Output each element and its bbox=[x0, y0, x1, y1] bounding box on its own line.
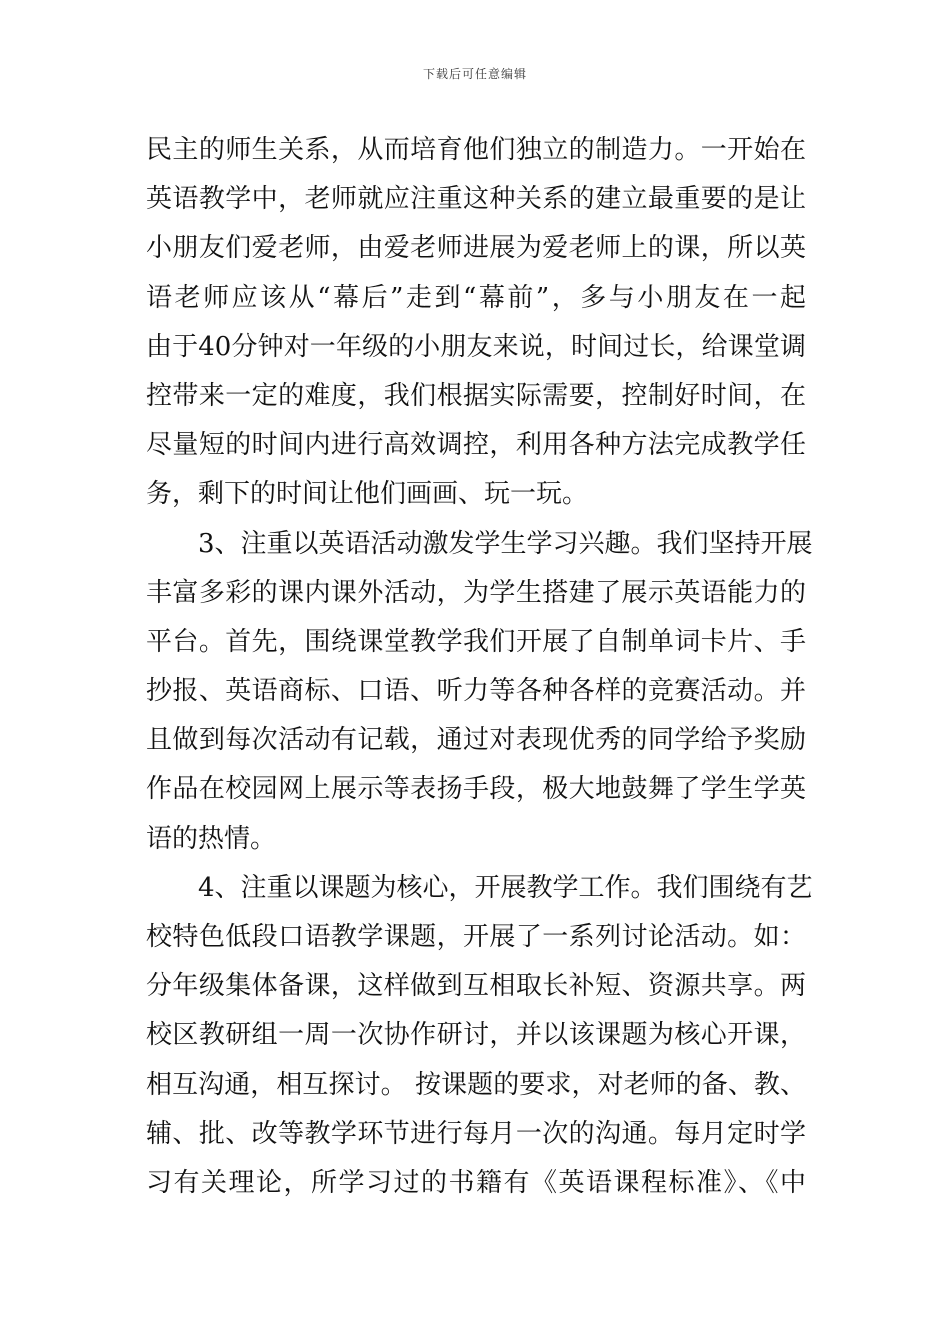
text-line: 由于40分钟对一年级的小朋友来说，时间过长，给课堂调 bbox=[146, 331, 806, 362]
text-line: 平台。首先，围绕课堂教学我们开展了自制单词卡片、手 bbox=[146, 626, 806, 657]
text-line: 小朋友们爱老师，由爱老师进展为爱老师上的课，所以英 bbox=[146, 233, 806, 264]
text-line: 辅、批、改等教学环节进行每月一次的沟通。每月定时学 bbox=[146, 1118, 806, 1149]
text-line: 语的热情。 bbox=[146, 823, 277, 854]
text-line: 校区教研组一周一次协作研讨，并以该课题为核心开课， bbox=[146, 1020, 806, 1051]
text-line: 且做到每次活动有记载，通过对表现优秀的同学给予奖励 bbox=[146, 725, 806, 756]
text-line: 作品在校园网上展示等表扬手段，极大地鼓舞了学生学英 bbox=[146, 774, 806, 805]
text-line: 丰富多彩的课内课外活动，为学生搭建了展示英语能力的 bbox=[146, 577, 806, 608]
text-line: 3、注重以英语活动激发学生学习兴趣。我们坚持开展 bbox=[198, 528, 813, 559]
text-line: 尽量短的时间内进行高效调控，利用各种方法完成教学任 bbox=[146, 430, 806, 461]
text-line: 控带来一定的难度，我们根据实际需要，控制好时间，在 bbox=[146, 380, 806, 411]
text-line: 务，剩下的时间让他们画画、玩一玩。 bbox=[146, 479, 589, 510]
text-line: 分年级集体备课，这样做到互相取长补短、资源共享。两 bbox=[146, 971, 806, 1002]
text-line: 相互沟通，相互探讨。 按课题的要求，对老师的备、教、 bbox=[146, 1069, 806, 1100]
text-line: 语老师应该从“幕后”走到“幕前”，多与小朋友在一起 bbox=[146, 282, 806, 313]
document-body bbox=[146, 126, 813, 1208]
text-line: 习有关理论，所学习过的书籍有《英语课程标准》、《中 bbox=[146, 1167, 806, 1198]
page-header: 下载后可任意编辑 bbox=[422, 67, 527, 81]
text-line: 4、注重以课题为核心，开展教学工作。我们围绕有艺 bbox=[198, 872, 813, 903]
text-line: 校特色低段口语教学课题，开展了一系列讨论活动。如： bbox=[146, 922, 806, 952]
text-line: 抄报、英语商标、口语、听力等各种各样的竞赛活动。并 bbox=[146, 676, 806, 707]
text-line: 英语教学中，老师就应注重这种关系的建立最重要的是让 bbox=[146, 184, 806, 215]
text-line: 民主的师生关系，从而培育他们独立的制造力。一开始在 bbox=[146, 135, 806, 165]
